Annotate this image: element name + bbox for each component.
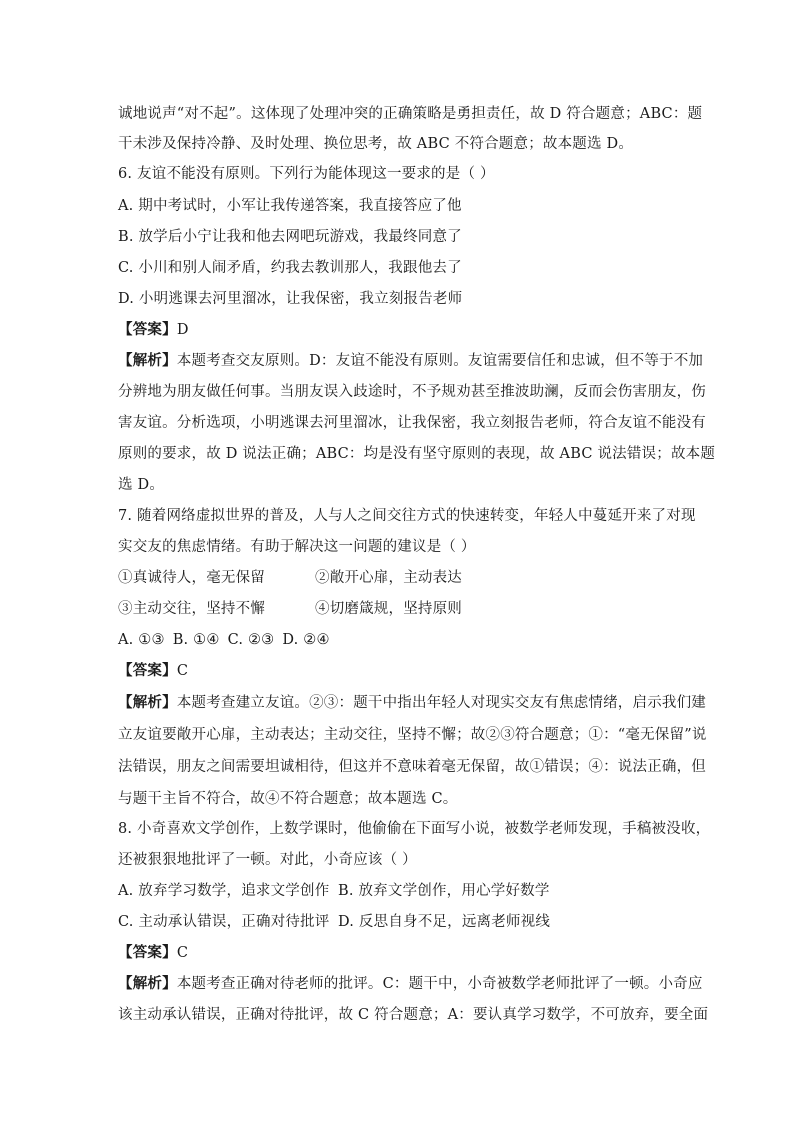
q7-analysis-line-3: 法错误，朋友之间需要坦诚相待，但这并不意味着毫无保留，故①错误；④：说法正确，但 — [118, 759, 706, 775]
q8-option-d: D. 反思自身不足，远离老师视线 — [338, 914, 551, 930]
q6-option-c: C. 小川和别人闹矛盾，约我去教训那人，我跟他去了 — [118, 260, 462, 276]
q8-analysis-line-1 — [118, 974, 703, 994]
q6-analysis-line-2: 分辨地为朋友做任何事。当朋友误入歧途时，不予规劝甚至推波助澜，反而会伤害朋友，伤 — [118, 384, 706, 400]
q6-analysis-text-1: 本题考查交友原则。D：友谊不能没有原则。友谊需要信任和忠诚，但不等于不加 — [176, 353, 704, 369]
q6-analysis-line-3: 害友谊。分析选项，小明逃课去河里溜冰，让我保密，我立刻报告老师，符合友谊不能没有 — [118, 415, 706, 431]
q7-statement-2: ②敞开心扉，主动表达 — [315, 570, 462, 586]
q6-analysis-line-5: 选 D。 — [118, 477, 165, 493]
q6-analysis-line-4: 原则的要求，故 D 说法正确；ABC：均是没有坚守原则的表现，故 ABC 说法错误；故本题 — [118, 446, 716, 462]
q7-statement-1: ①真诚待人，毫无保留 — [118, 570, 265, 586]
q7-answer-value: C — [176, 663, 189, 679]
q6-analysis-line-1 — [118, 351, 704, 371]
q8-option-c: C. 主动承认错误，正确对待批评 — [118, 914, 330, 930]
q7-statements-row-2 — [118, 599, 678, 619]
q8-analysis-line-2: 该主动承认错误，正确对待批评，故 C 符合题意；A：要认真学习数学，不可放弃，要全面 — [118, 1007, 709, 1023]
q6-answer-value: D — [176, 322, 189, 338]
q7-choice-d: D. ②④ — [282, 632, 330, 648]
q7-choices — [118, 630, 678, 650]
q8-options-row-2 — [118, 912, 678, 932]
q8-stem-line-2: 还被狠狠地批评了一顿。对此，小奇应该（ ） — [118, 852, 417, 868]
q6-option-a: A. 期中考试时，小军让我传递答案，我直接答应了他 — [118, 198, 462, 214]
q7-statement-4: ④切磨箴规，坚持原则 — [315, 601, 462, 617]
q6-analysis-label: 【解析】 — [118, 352, 177, 369]
q8-analysis-label: 【解析】 — [118, 975, 177, 992]
q7-choice-b: B. ①④ — [172, 632, 220, 648]
intro-line-1: 诚地说声“对不起”。这体现了处理冲突的正确策略是勇担责任，故 D 符合题意；ABC：题 — [118, 106, 703, 122]
q8-options-row-1 — [118, 881, 678, 901]
q7-choice-c: C. ②③ — [227, 632, 275, 648]
q7-stem-line-2: 实交友的焦虑情绪。有助于解决这一问题的建议是（ ） — [118, 539, 476, 555]
q8-answer-value: C — [176, 945, 189, 961]
q7-answer — [118, 661, 678, 681]
q7-stem-line-1: 7. 随着网络虚拟世界的普及，人与人之间交往方式的快速转变，年轻人中蔓延开来了对现 — [118, 508, 696, 524]
q8-stem-line-1: 8. 小奇喜欢文学创作，上数学课时，他偷偷在下面写小说，被数学老师发现，手稿被没收， — [118, 821, 711, 837]
q8-option-a: A. 放弃学习数学，追求文学创作 — [118, 883, 330, 899]
q6-option-b: B. 放学后小宁让我和他去网吧玩游戏，我最终同意了 — [118, 229, 462, 245]
q6-stem: 6. 友谊不能没有原则。下列行为能体现这一要求的是（ ） — [118, 166, 495, 182]
intro-line-2: 干未涉及保持冷静、及时处理、换位思考，故 ABC 不符合题意；故本题选 D。 — [118, 136, 634, 152]
q7-choice-a: A. ①③ — [118, 632, 165, 648]
q8-answer-label: 【答案】 — [118, 944, 177, 961]
q7-statements-row-1 — [118, 568, 678, 588]
q6-answer-label: 【答案】 — [118, 321, 177, 338]
q6-option-d: D. 小明逃课去河里溜冰，让我保密，我立刻报告老师 — [118, 291, 463, 307]
q7-analysis-line-1 — [118, 693, 707, 713]
q8-analysis-text-1: 本题考查正确对待老师的批评。C：题干中，小奇被数学老师批评了一顿。小奇应 — [176, 976, 703, 992]
q8-option-b: B. 放弃文学创作，用心学好数学 — [338, 883, 550, 899]
q7-answer-label: 【答案】 — [118, 662, 177, 679]
q7-statement-3: ③主动交往，坚持不懈 — [118, 601, 265, 617]
q7-analysis-line-2: 立友谊要敞开心扉，主动表达；主动交往，坚持不懈；故②③符合题意；①：“毫无保留”说 — [118, 727, 707, 743]
q7-analysis-line-4: 与题干主旨不符合，故④不符合题意；故本题选 C。 — [118, 791, 458, 807]
q6-answer — [118, 320, 678, 340]
q7-analysis-label: 【解析】 — [118, 694, 177, 711]
q8-answer — [118, 943, 678, 963]
q7-analysis-text-1: 本题考查建立友谊。②③：题干中指出年轻人对现实交友有焦虑情绪，启示我们建 — [176, 695, 707, 711]
